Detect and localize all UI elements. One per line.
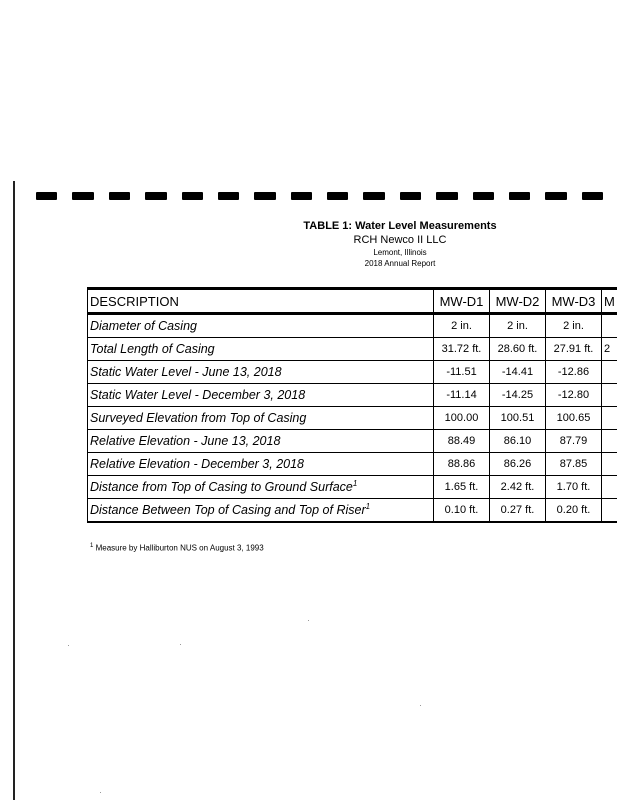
- cell-mw-d2: 2.42 ft.: [490, 476, 546, 499]
- cell-mw-d3: -12.80: [546, 384, 602, 407]
- header-mw-d1: MW-D1: [434, 289, 490, 314]
- row-description: Total Length of Casing: [88, 338, 434, 361]
- cell-mw-d3: 1.70 ft.: [546, 476, 602, 499]
- cell-cut-off: 2: [602, 338, 617, 361]
- cell-mw-d1: 88.49: [434, 430, 490, 453]
- row-description: Relative Elevation - June 13, 2018: [88, 430, 434, 453]
- cell-mw-d2: 2 in.: [490, 314, 546, 338]
- cell-mw-d1: 100.00: [434, 407, 490, 430]
- cell-cut-off: [602, 499, 617, 523]
- table-row: [88, 407, 617, 430]
- left-margin-rule: [13, 181, 15, 800]
- cell-mw-d1: 88.86: [434, 453, 490, 476]
- cell-mw-d3: 2 in.: [546, 314, 602, 338]
- row-description: Static Water Level - December 3, 2018: [88, 384, 434, 407]
- header-description: DESCRIPTION: [88, 289, 434, 314]
- row-description: Distance from Top of Casing to Ground Surface$^1$: [88, 476, 434, 499]
- location: Lemont, Illinois: [373, 248, 427, 257]
- cell-mw-d3: 100.65: [546, 407, 602, 430]
- document-header: [200, 220, 600, 269]
- cell-mw-d2: 0.27 ft.: [490, 499, 546, 523]
- header-mw-d2: MW-D2: [490, 289, 546, 314]
- table-row: [88, 384, 617, 407]
- table-row: [88, 430, 617, 453]
- cell-cut-off: [602, 407, 617, 430]
- footnote-marker: 1: [90, 543, 94, 549]
- cell-mw-d3: -12.86: [546, 361, 602, 384]
- header-cut-off: M: [602, 289, 617, 314]
- footnote-ref: 1: [365, 502, 371, 512]
- cell-cut-off: [602, 384, 617, 407]
- table-row: [88, 314, 617, 338]
- cell-mw-d3: 0.20 ft.: [546, 499, 602, 523]
- cell-cut-off: [602, 476, 617, 499]
- footnote-text: Measure by Halliburton NUS on August 3, 1993: [95, 543, 264, 553]
- report-name: 2018 Annual Report: [364, 259, 436, 268]
- cell-mw-d3: 87.85: [546, 453, 602, 476]
- row-description: Distance Between Top of Casing and Top of Riser$^1$: [88, 499, 434, 523]
- cell-cut-off: [602, 430, 617, 453]
- dashed-border-top: [36, 192, 618, 201]
- cell-cut-off: [602, 314, 617, 338]
- cell-mw-d1: 0.10 ft.: [434, 499, 490, 523]
- row-description: Diameter of Casing: [88, 314, 434, 338]
- table-title: TABLE 1: Water Level Measurements: [303, 220, 497, 232]
- cell-mw-d2: 86.26: [490, 453, 546, 476]
- table-header-row: [88, 289, 617, 314]
- cell-mw-d1: 1.65 ft.: [434, 476, 490, 499]
- cell-mw-d1: -11.51: [434, 361, 490, 384]
- company-name: RCH Newco II LLC: [353, 234, 447, 246]
- cell-mw-d1: -11.14: [434, 384, 490, 407]
- footnote: [90, 543, 264, 553]
- table-row: [88, 499, 617, 523]
- cell-mw-d1: 2 in.: [434, 314, 490, 338]
- table-body: [88, 314, 617, 523]
- cell-mw-d2: -14.25: [490, 384, 546, 407]
- table-row: [88, 476, 617, 499]
- footnote-ref: 1: [352, 479, 358, 489]
- cell-mw-d2: -14.41: [490, 361, 546, 384]
- row-description: Surveyed Elevation from Top of Casing: [88, 407, 434, 430]
- table-row: [88, 338, 617, 361]
- cell-mw-d2: 86.10: [490, 430, 546, 453]
- cell-mw-d3: 27.91 ft.: [546, 338, 602, 361]
- table-row: [88, 453, 617, 476]
- header-mw-d3: MW-D3: [546, 289, 602, 314]
- cell-cut-off: [602, 361, 617, 384]
- cell-mw-d3: 87.79: [546, 430, 602, 453]
- table-row: [88, 361, 617, 384]
- cell-mw-d1: 31.72 ft.: [434, 338, 490, 361]
- cell-mw-d2: 28.60 ft.: [490, 338, 546, 361]
- row-description: Static Water Level - June 13, 2018: [88, 361, 434, 384]
- cell-cut-off: [602, 453, 617, 476]
- row-description: Relative Elevation - December 3, 2018: [88, 453, 434, 476]
- cell-mw-d2: 100.51: [490, 407, 546, 430]
- water-level-table: [87, 287, 617, 523]
